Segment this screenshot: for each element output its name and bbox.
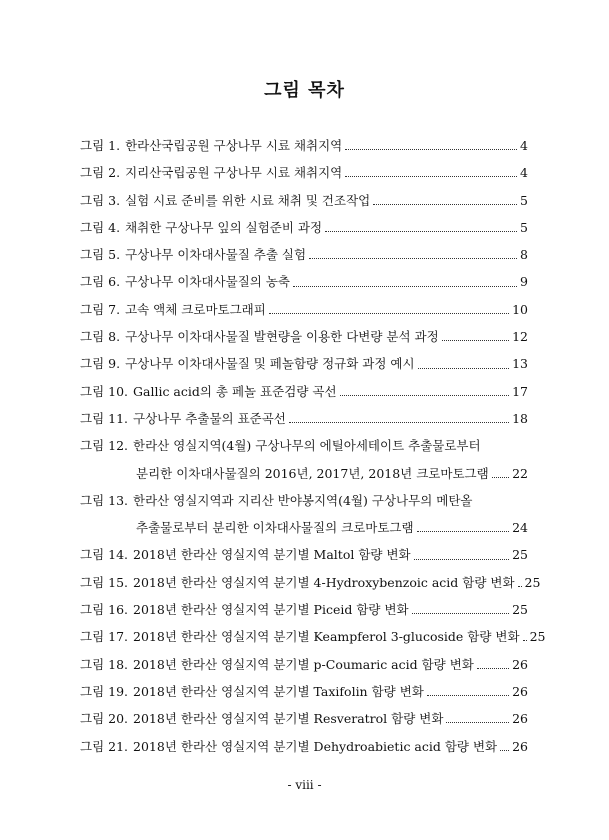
- entry-line: [80, 623, 546, 650]
- figure-title: 2018년 한라산 영실지역 분기별 p-Coumaric acid 함량 변화: [133, 656, 474, 672]
- figure-label: 그림 13.: [80, 492, 129, 508]
- figure-label: 그림 19.: [80, 683, 129, 699]
- figure-label: 그림 10.: [80, 383, 129, 399]
- dot-leader: [427, 695, 509, 696]
- figure-label: 그림 20.: [80, 711, 129, 727]
- figure-page: 5: [520, 192, 528, 208]
- figure-page: 25: [512, 547, 528, 563]
- page-title: 그림 목차: [264, 80, 345, 101]
- figure-entry[interactable]: [80, 487, 528, 542]
- figure-page: 12: [512, 329, 528, 345]
- figure-entry[interactable]: [80, 541, 528, 568]
- entry-line: [80, 487, 528, 514]
- figure-entry[interactable]: [80, 187, 528, 214]
- dot-leader: [345, 149, 517, 150]
- figure-title: 2018년 한라산 영실지역 분기별 Taxifolin 함량 변화: [133, 683, 424, 699]
- figure-title: 2018년 한라산 영실지역 분기별 Resveratrol 함량 변화: [133, 711, 444, 727]
- dot-leader: [373, 204, 517, 205]
- figure-label: 그림 6.: [80, 274, 121, 290]
- figure-page: 9: [520, 274, 528, 290]
- figure-entry[interactable]: [80, 241, 528, 268]
- figure-title: 실험 시료 준비를 위한 시료 채취 및 건조작업: [125, 192, 371, 208]
- figure-page: 22: [512, 465, 528, 481]
- figure-label: 그림 21.: [80, 738, 129, 754]
- figure-page: 4: [520, 138, 528, 153]
- entry-line: [80, 432, 528, 459]
- figure-page: 8: [520, 247, 528, 263]
- figure-page: 24: [512, 520, 528, 536]
- dot-leader: [345, 176, 517, 177]
- dot-leader: [442, 340, 509, 341]
- figure-title: 구상나무 이차대사물질의 농축: [125, 274, 290, 290]
- figure-label: 그림 11.: [80, 410, 129, 426]
- figure-label: 그림 17.: [80, 629, 129, 645]
- figure-label: 그림 1.: [80, 138, 121, 153]
- dot-leader: [309, 258, 517, 259]
- dot-leader: [523, 640, 527, 641]
- entry-line: [80, 214, 528, 241]
- dot-leader: [293, 286, 517, 287]
- entry-line: [80, 132, 528, 159]
- figure-title: 구상나무 추출물의 표준곡선: [133, 410, 286, 426]
- entry-line: [80, 405, 528, 432]
- dot-leader: [417, 531, 510, 532]
- figure-page: 4: [520, 165, 528, 181]
- figure-page: 10: [512, 301, 528, 317]
- entry-line: [80, 268, 528, 295]
- figure-label: 그림 18.: [80, 656, 129, 672]
- figure-entry[interactable]: [80, 350, 528, 377]
- figure-title: 구상나무 이차대사물질 및 페놀함량 정규화 과정 예시: [125, 356, 415, 372]
- page-number: - viii -: [287, 778, 322, 792]
- dot-leader: [340, 395, 510, 396]
- figure-page: 26: [512, 711, 528, 727]
- figure-title: 2018년 한라산 영실지역 분기별 Maltol 함량 변화: [133, 547, 411, 563]
- figure-list: [80, 132, 546, 760]
- figure-label: 그림 14.: [80, 547, 129, 563]
- figure-title: 2018년 한라산 영실지역 분기별 Dehydroabietic acid 함량 변화: [133, 738, 498, 754]
- figure-page: 26: [512, 683, 528, 699]
- dot-leader: [418, 368, 510, 369]
- figure-label: 그림 15.: [80, 574, 129, 590]
- figure-page: 25: [524, 574, 541, 590]
- figure-entry[interactable]: [80, 296, 528, 323]
- dot-leader: [414, 559, 510, 560]
- figure-title: 한라산국립공원 구상나무 시료 채취지역: [125, 138, 343, 153]
- figure-entry[interactable]: [80, 132, 528, 159]
- figure-title: 채취한 구상나무 잎의 실험준비 과정: [125, 219, 323, 235]
- entry-line: [80, 733, 528, 760]
- figure-entry[interactable]: [80, 678, 528, 705]
- figure-page: 26: [512, 738, 528, 754]
- entry-line: [80, 241, 528, 268]
- dot-leader: [269, 313, 509, 314]
- entry-line: [80, 569, 541, 596]
- entry-line: [80, 378, 528, 405]
- dot-leader: [518, 586, 522, 587]
- figure-entry[interactable]: [80, 651, 528, 678]
- figure-entry[interactable]: [80, 323, 528, 350]
- figure-entry[interactable]: [80, 705, 528, 732]
- dot-leader: [492, 477, 509, 478]
- entry-line: [80, 678, 528, 705]
- entry-line: [80, 596, 528, 623]
- figure-entry[interactable]: [80, 268, 528, 295]
- entry-line: [80, 350, 528, 377]
- figure-page: 5: [520, 219, 528, 235]
- figure-label: 그림 12.: [80, 438, 129, 454]
- figure-entry[interactable]: [80, 214, 528, 241]
- figure-title: Gallic acid의 총 페놀 표준검량 곡선: [133, 383, 337, 399]
- figure-entry[interactable]: [80, 596, 528, 623]
- dot-leader: [477, 668, 509, 669]
- entry-line: [80, 460, 528, 487]
- figure-label: 그림 2.: [80, 165, 121, 181]
- figure-label: 그림 5.: [80, 247, 121, 263]
- figure-entry[interactable]: [80, 623, 546, 650]
- figure-title: 추출물로부터 분리한 이차대사물질의 크로마토그램: [136, 520, 414, 536]
- figure-label: 그림 7.: [80, 301, 121, 317]
- entry-line: [80, 705, 528, 732]
- entry-line: [80, 323, 528, 350]
- figure-label: 그림 8.: [80, 329, 121, 345]
- figure-title: 2018년 한라산 영실지역 분기별 Piceid 함량 변화: [133, 602, 409, 618]
- figure-entry[interactable]: [80, 159, 528, 186]
- figure-title: 2018년 한라산 영실지역 분기별 4-Hydroxybenzoic acid 함량 변화: [133, 574, 515, 590]
- figure-entry[interactable]: [80, 569, 541, 596]
- figure-title: 한라산 영실지역과 지리산 반야봉지역(4월) 구상나무의 메탄올: [133, 492, 473, 508]
- figure-label: 그림 9.: [80, 356, 121, 372]
- entry-line: [80, 159, 528, 186]
- figure-title: 분리한 이차대사물질의 2016년, 2017년, 2018년 크로마토그램: [136, 465, 489, 481]
- figure-title: 고속 액체 크로마토그래피: [125, 301, 266, 317]
- figure-title: 2018년 한라산 영실지역 분기별 Keampferol 3-glucoside 함량 변화: [133, 629, 520, 645]
- figure-label: 그림 3.: [80, 192, 121, 208]
- figure-title: 한라산 영실지역(4월) 구상나무의 에틸아세테이트 추출물로부터: [133, 438, 481, 454]
- entry-line: [80, 514, 528, 541]
- figure-page: 25: [512, 602, 528, 618]
- dot-leader: [412, 613, 509, 614]
- figure-title: 지리산국립공원 구상나무 시료 채취지역: [125, 165, 343, 181]
- entry-line: [80, 541, 528, 568]
- figure-entry[interactable]: [80, 432, 528, 487]
- entry-line: [80, 187, 528, 214]
- figure-page: 26: [512, 656, 528, 672]
- figure-title: 구상나무 이차대사물질 추출 실험: [125, 247, 307, 263]
- figure-entry[interactable]: [80, 405, 528, 432]
- dot-leader: [289, 422, 509, 423]
- figure-title: 구상나무 이차대사물질 발현량을 이용한 다변량 분석 과정: [125, 329, 439, 345]
- dot-leader: [446, 722, 509, 723]
- figure-entry[interactable]: [80, 378, 528, 405]
- figure-page: 18: [512, 410, 528, 426]
- dot-leader: [325, 231, 517, 232]
- entry-line: [80, 651, 528, 678]
- figure-label: 그림 16.: [80, 602, 129, 618]
- figure-page: 17: [512, 383, 528, 399]
- figure-entry[interactable]: [80, 733, 528, 760]
- figure-label: 그림 4.: [80, 219, 121, 235]
- figure-page: 25: [529, 629, 546, 645]
- figure-page: 13: [512, 356, 528, 372]
- dot-leader: [500, 750, 509, 751]
- entry-line: [80, 296, 528, 323]
